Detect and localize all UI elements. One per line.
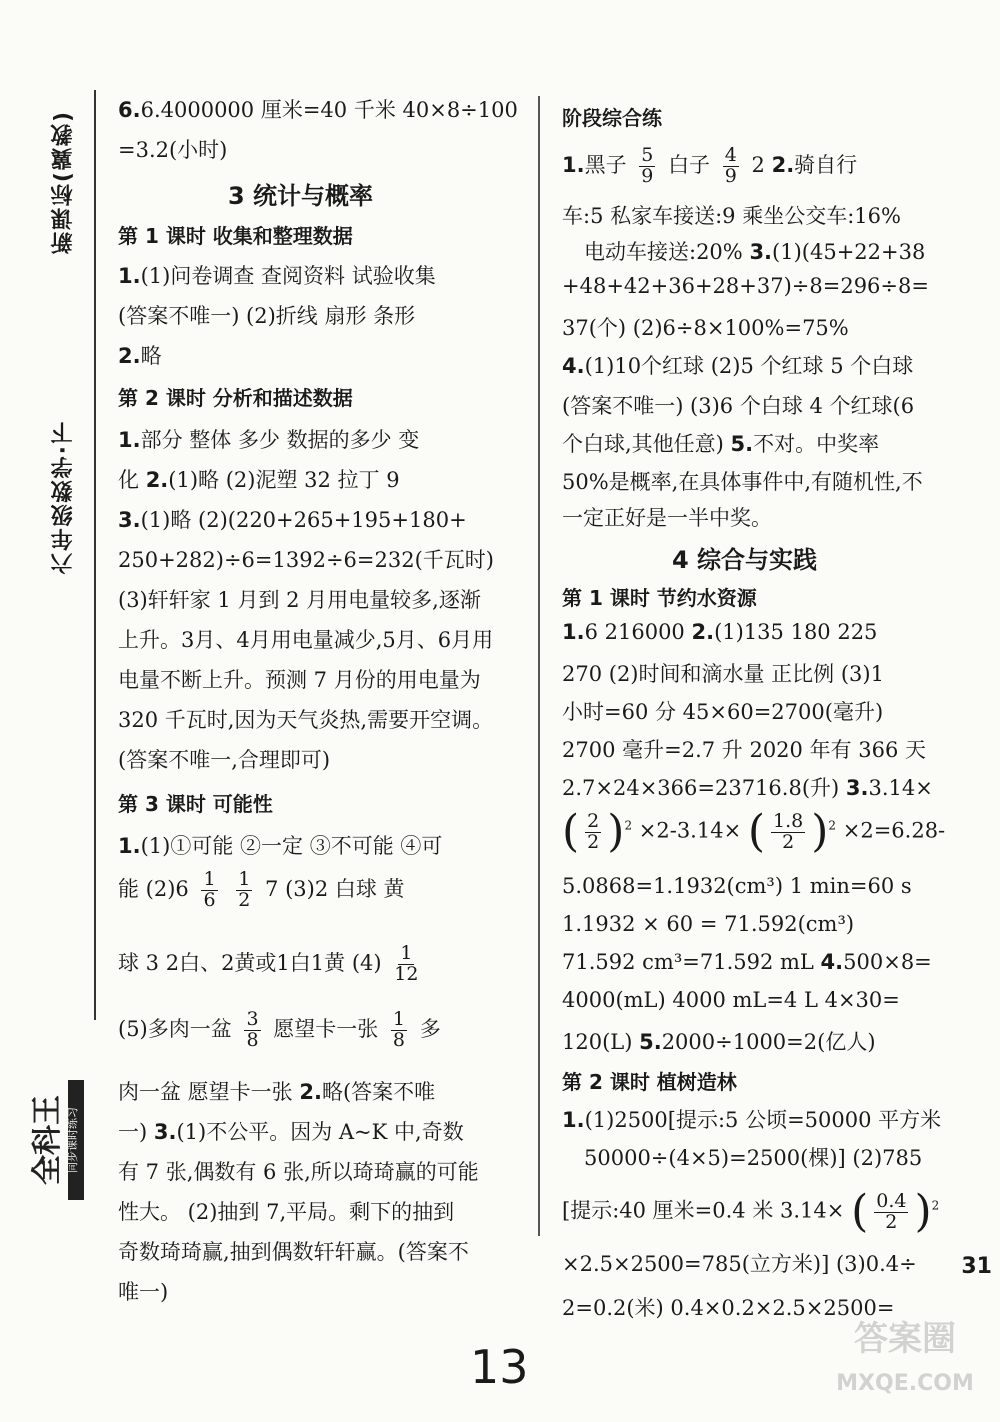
answer-line: +48+42+36+28+37)÷8=296÷8= <box>562 274 929 298</box>
answer-line: 4.(1)10个红球 (2)5 个红球 5 个白球 <box>562 354 914 378</box>
answer-line: 性大。 (2)抽到 7,平局。剩下的抽到 <box>118 1200 455 1224</box>
answer-line: 250+282)÷6=1392÷6=232(千瓦时) <box>118 548 494 572</box>
answer-line: 2700 毫升=2.7 升 2020 年有 366 天 <box>562 738 927 762</box>
svg-text:同步课时练习: 同步课时练习 <box>66 1107 79 1173</box>
answer-line: 71.592 cm³=71.592 mL 4.500×8= <box>562 950 932 974</box>
svg-text:MXQE.COM: MXQE.COM <box>836 1371 974 1396</box>
answer-line: 270 (2)时间和滴水量 正比例 (3)1 <box>562 662 884 686</box>
lesson-heading: 第 3 课时 可能性 <box>118 792 273 816</box>
answer-line: 50%是概率,在具体事件中,有随机性,不 <box>562 470 923 494</box>
answer-line: 上升。3月、4月用电量减少,5月、6月用 <box>118 628 494 652</box>
column-divider <box>538 96 540 1236</box>
answer-line: 球 3 2白、2黄或1白1黄 (4) $\frac{1}{12}$ <box>118 942 419 985</box>
answer-line: 1.6 216000 2.(1)135 180 225 <box>562 620 878 644</box>
grade-label: 六年级数学·下 <box>51 420 76 575</box>
answer-line: 3.(1)略 (2)(220+265+195+180+ <box>118 508 467 532</box>
fraction: $\frac{4}{9}$ <box>724 144 737 187</box>
answer-line: (答案不唯一,合理即可) <box>118 748 331 772</box>
answer-line: 小时=60 分 45×60=2700(毫升) <box>562 700 884 724</box>
answer-line: 奇数琦琦赢,抽到偶数轩轩赢。(答案不 <box>118 1240 469 1264</box>
answer-line: [提示:40 厘米=0.4 米 3.14× ( $\frac{0.4}{2}$ )$^2$ <box>562 1186 940 1237</box>
lesson-heading: 阶段综合练 <box>562 106 662 130</box>
answer-line: 个白球,其他任意) 5.不对。中奖率 <box>562 432 880 456</box>
fraction: $\frac{2}{2}$ <box>587 809 600 853</box>
answer-line: ( $\frac{2}{2}$ )$^2$ ×2-3.14× ( $\frac{1.8}{2}$ )$^2$ ×2=6.28- <box>562 806 946 857</box>
answer-line: 2.7×24×366=23716.8(升) 3.3.14× <box>562 776 933 800</box>
answer-line: 电量不断上升。预测 7 月份的用电量为 <box>118 668 481 692</box>
answer-line: 一定正好是一半中奖。 <box>562 506 772 530</box>
lesson-heading: 第 2 课时 分析和描述数据 <box>118 386 353 410</box>
brand-logo <box>22 1040 92 1240</box>
watermark <box>820 1290 990 1410</box>
answer-line: 4000(mL) 4000 mL=4 L 4×30= <box>562 988 900 1012</box>
answer-line: 320 千瓦时,因为天气炎热,需要开空调。 <box>118 708 494 732</box>
page-number: 31 <box>961 1254 992 1279</box>
answer-line: 2.略 <box>118 344 162 368</box>
section-title: 4 综合与实践 <box>672 546 818 574</box>
answer-line: 1.黑子 $\frac{5}{9}$ 白子 $\frac{4}{9}$ 2 2.骑自行 <box>562 144 858 187</box>
handwritten-mark: 13 <box>470 1340 529 1394</box>
answer-line: 1.部分 整体 多少 数据的多少 变 <box>118 428 420 452</box>
answer-line: 1.(1)问卷调查 查阅资料 试验收集 <box>118 264 436 288</box>
answer-line: 电动车接送:20% 3.(1)(45+22+38 <box>584 240 926 264</box>
answer-line: 能 (2)6 $\frac{1}{6}$ $\frac{1}{2}$ 7 (3)2 白球 黄 <box>118 868 405 911</box>
section-title: 3 统计与概率 <box>228 182 374 210</box>
answer-line: (答案不唯一) (2)折线 扇形 条形 <box>118 304 416 328</box>
answer-line: 肉一盆 愿望卡一张 2.略(答案不唯 <box>118 1080 436 1104</box>
answer-line: 化 2.(1)略 (2)泥塑 32 拉丁 9 <box>118 468 400 492</box>
answer-line: 6.6.4000000 厘米=40 千米 40×8÷100 <box>118 98 518 122</box>
fraction: $\frac{1}{12}$ <box>394 942 419 985</box>
answer-line: 一) 3.(1)不公平。因为 A~K 中,奇数 <box>118 1120 464 1144</box>
answer-line: 唯一) <box>118 1280 169 1304</box>
answer-line: 37(个) (2)6÷8×100%=75% <box>562 316 849 340</box>
fraction: $\frac{1}{6}$ <box>203 868 216 911</box>
lesson-heading: 第 1 课时 收集和整理数据 <box>118 224 353 248</box>
answer-line: (答案不唯一) (3)6 个白球 4 个红球(6 <box>562 394 915 418</box>
svg-text:全科王: 全科王 <box>30 1095 65 1185</box>
answer-line: (5)多肉一盆 $\frac{3}{8}$ 愿望卡一张 $\frac{1}{8}$ 多 <box>118 1008 441 1051</box>
fraction: $\frac{1.8}{2}$ <box>773 809 804 853</box>
answer-line: 车:5 私家车接送:9 乘坐公交车:16% <box>562 204 901 228</box>
spine-line <box>94 90 96 1020</box>
svg-text:答案圈: 答案圈 <box>854 1319 956 1359</box>
answer-line: 120(L) 5.2000÷1000=2(亿人) <box>562 1030 876 1054</box>
fraction: $\frac{1}{2}$ <box>238 868 251 911</box>
fraction: $\frac{5}{9}$ <box>641 144 654 187</box>
answer-line: 5.0868=1.1932(cm³) 1 min=60 s <box>562 874 912 898</box>
answer-line: 1.(1)2500[提示:5 公顷=50000 平方米 <box>562 1108 942 1132</box>
fraction: $\frac{1}{8}$ <box>392 1008 405 1051</box>
series-label: 新课标(冀教) <box>51 110 76 255</box>
answer-line: =3.2(小时) <box>118 138 228 162</box>
fraction: $\frac{3}{8}$ <box>246 1008 259 1051</box>
answer-line: ×2.5×2500=785(立方米)] (3)0.4÷ <box>562 1252 917 1276</box>
answer-line: (3)轩轩家 1 月到 2 月用电量较多,逐渐 <box>118 588 481 612</box>
answer-line: 2=0.2(米) 0.4×0.2×2.5×2500= <box>562 1296 895 1320</box>
answer-line: 有 7 张,偶数有 6 张,所以琦琦赢的可能 <box>118 1160 479 1184</box>
answer-line: 1.(1)①可能 ②一定 ③不可能 ④可 <box>118 834 443 858</box>
answer-line: 1.1932 × 60 = 71.592(cm³) <box>562 912 855 936</box>
lesson-heading: 第 2 课时 植树造林 <box>562 1070 737 1094</box>
answer-line: 50000÷(4×5)=2500(棵)] (2)785 <box>584 1146 923 1170</box>
fraction: $\frac{0.4}{2}$ <box>876 1189 907 1233</box>
lesson-heading: 第 1 课时 节约水资源 <box>562 586 757 610</box>
